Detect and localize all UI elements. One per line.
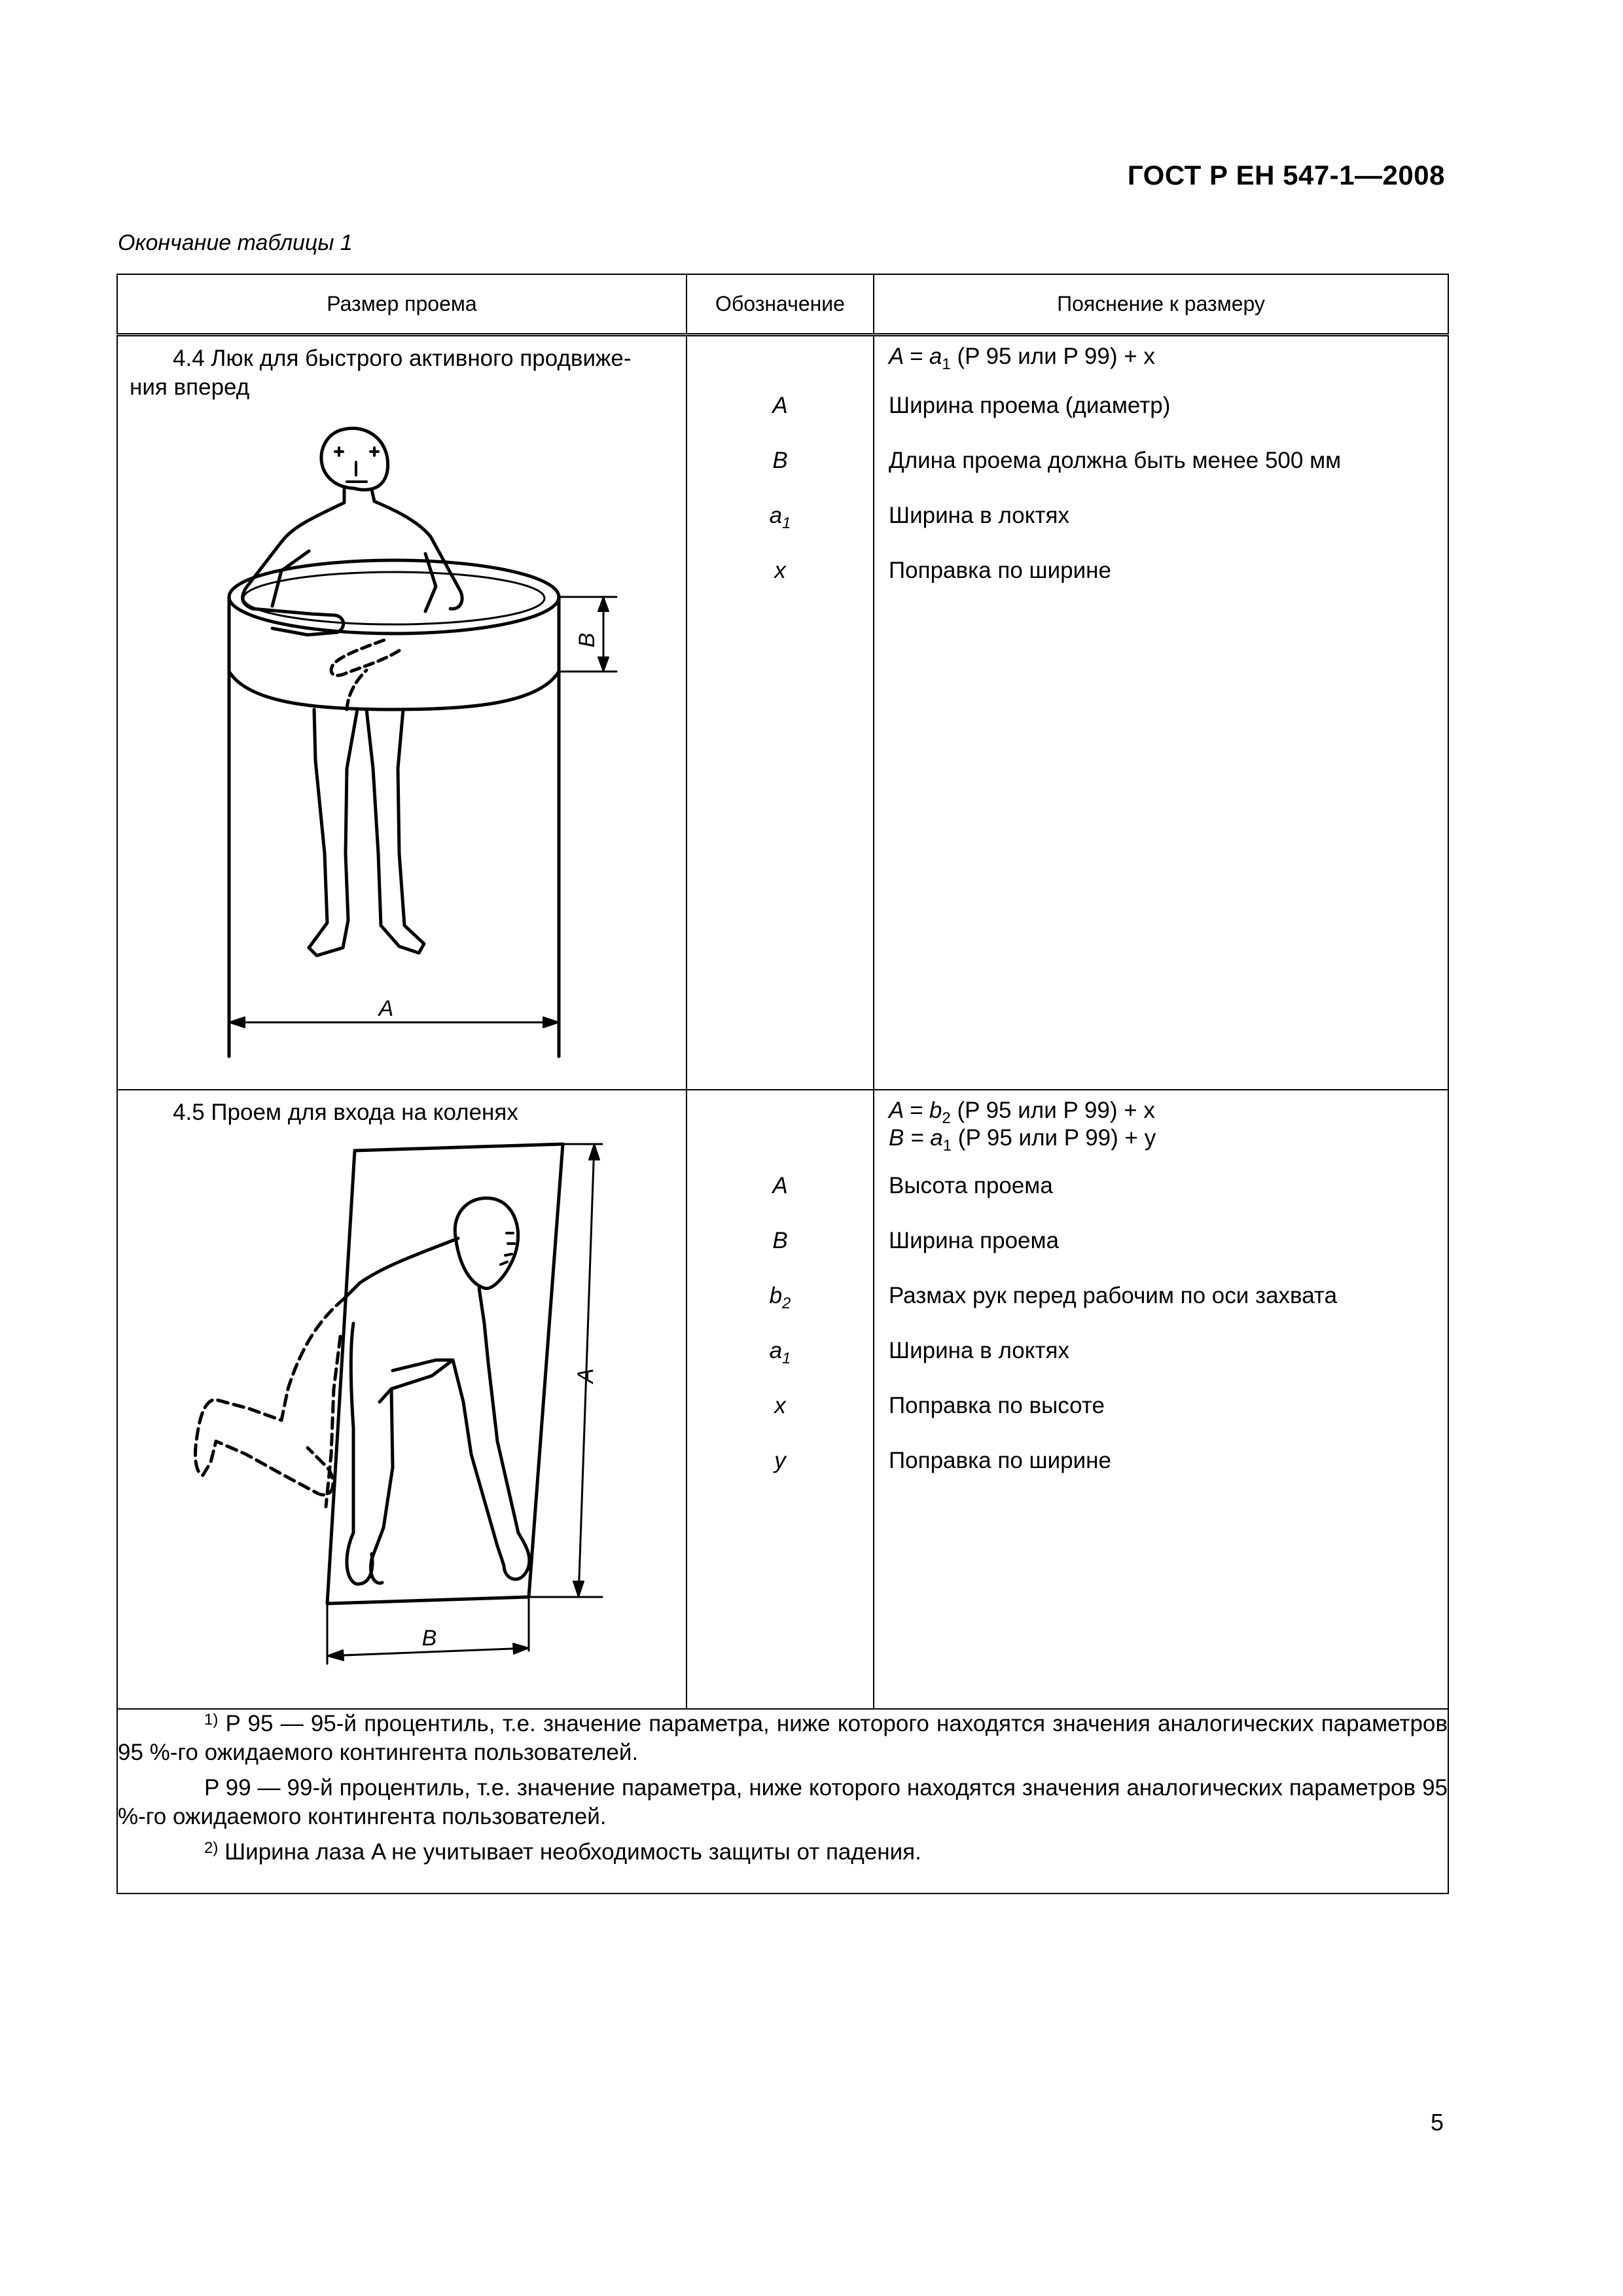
document-code: ГОСТ Р ЕН 547-1—2008 (1127, 160, 1445, 190)
explanation-width-allowance: Поправка по ширине (889, 1448, 1111, 1473)
explanation-width: Ширина проема (диаметр) (889, 392, 1171, 418)
symbol-a1: $a_1$ (769, 1338, 791, 1367)
symbol-a1: $a_1$ (769, 502, 791, 532)
header-explanation: Пояснение к размеру (874, 274, 1448, 334)
cell-hatch-explanation (874, 334, 1448, 1090)
cell-kneeling-symbols (687, 1090, 874, 1709)
formula-4-5: $A = b_2$ (P 95 или P 99) + x $B = a_1$ (P 95 или P 99) + y (889, 1098, 1156, 1155)
explanation-elbows: Ширина в локтях (889, 1338, 1069, 1363)
explanation-arm-reach: Размах рук перед рабочим по оси захвата (889, 1283, 1338, 1308)
explanation-height: Высота проема (889, 1173, 1053, 1198)
section-title-4-4: 4.4 Люк для быстрого активного продвиже- ния вперед (130, 345, 632, 400)
header-designation: Обозначение (687, 274, 874, 334)
footnote-2: $^{2)}$ Ширина лаза A не учитывает необходимость защиты от падения. (204, 1839, 921, 1865)
table-row-4-5 (117, 1090, 1448, 1709)
fig-label-b: B (575, 632, 599, 647)
cell-hatch-description (117, 334, 687, 1090)
symbol-b: B (772, 1228, 788, 1253)
dimensions-table (116, 274, 1449, 1894)
symbol-b2: $b_2$ (769, 1283, 791, 1312)
footnote-1: $^{1)}$ P 95 — 95-й процентиль, т.е. значение параметра, ниже которого находятся значения аналогических параметров 95 %-го ожидаемого контингента пользователей. (118, 1711, 1448, 1765)
symbol-a: A (772, 392, 788, 418)
fig-label-a: A (573, 1368, 598, 1384)
symbol-b: B (772, 447, 788, 473)
footnotes (117, 1709, 1448, 1893)
section-title-4-5: 4.5 Проем для входа на коленях (173, 1100, 518, 1125)
cell-kneeling-explanation (874, 1090, 1448, 1709)
hidden-leg (195, 1299, 344, 1495)
cell-kneeling-description (117, 1090, 687, 1709)
explanation-width: Ширина проема (889, 1228, 1060, 1253)
header-opening-size: Размер проема (117, 274, 687, 334)
table-notes-row (117, 1709, 1448, 1893)
fig-label-b: B (421, 1626, 437, 1651)
figure-legs (309, 709, 357, 956)
fig-label-a: A (378, 996, 394, 1021)
kneeling-figure-body (344, 1238, 458, 1299)
cell-hatch-symbols (687, 334, 874, 1090)
explanation-elbows: Ширина в локтях (889, 502, 1069, 528)
symbol-x: x (774, 1393, 786, 1418)
footnote-1-continued: P 99 — 99-й процентиль, т.е. значение параметра, ниже которого находятся значения аналогических параметров 95 %-го ожидаемого контингента пользователей. (118, 1775, 1448, 1829)
explanation-length: Длина проема должна быть менее 500 мм (889, 447, 1342, 473)
symbol-a: A (772, 1173, 788, 1198)
explanation-width-allowance: Поправка по ширине (889, 557, 1111, 583)
table-caption: Окончание таблицы 1 (118, 230, 353, 255)
hatch-figure (118, 402, 685, 1063)
opening-frame (327, 1144, 563, 1604)
page-number: 5 (1430, 2109, 1444, 2136)
table-row-4-4 (117, 334, 1448, 1090)
symbol-y: y (774, 1448, 786, 1473)
explanation-height-allowance: Поправка по высоте (889, 1393, 1105, 1418)
symbol-x: x (774, 557, 786, 583)
kneeling-entry-figure (118, 1127, 685, 1690)
table-header-row (117, 274, 1448, 334)
formula-4-4: $A = a_1$ (P 95 или P 99) + x (889, 343, 1155, 373)
